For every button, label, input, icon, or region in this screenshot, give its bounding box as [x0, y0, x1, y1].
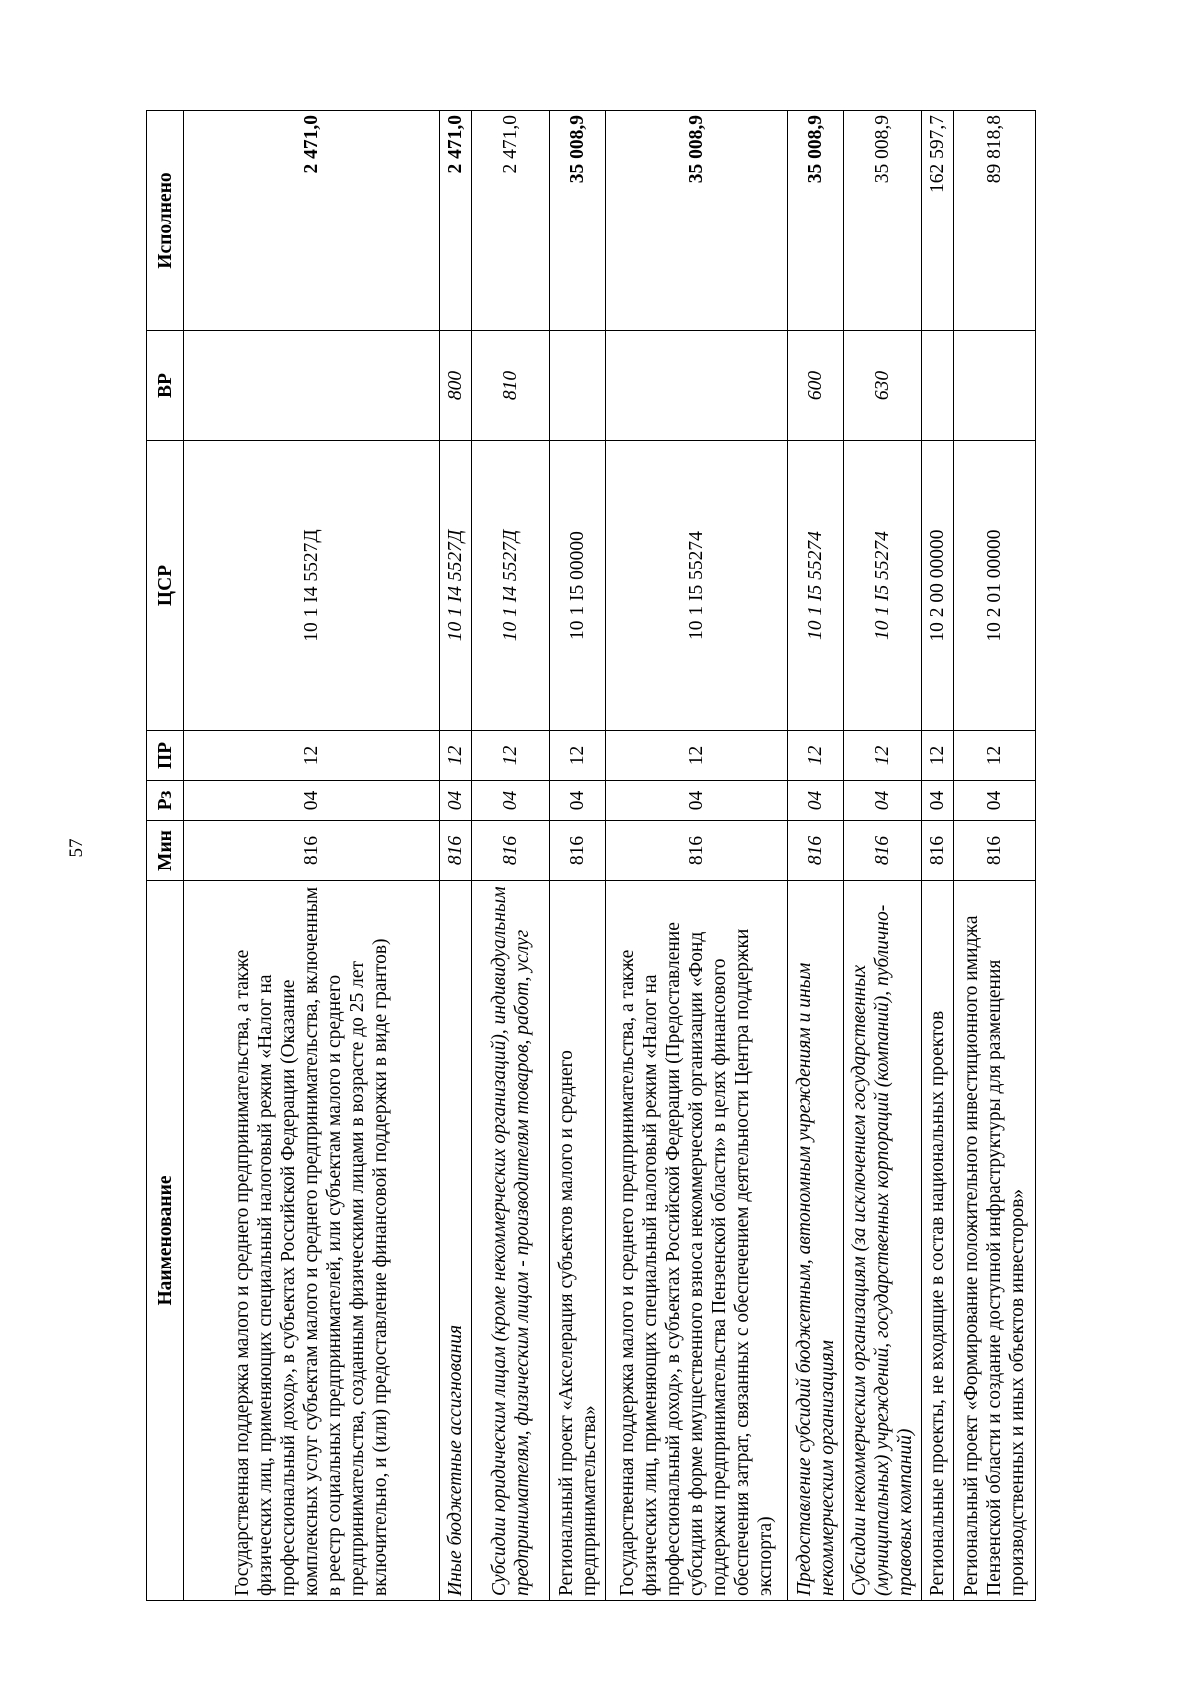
header-pr: ПР [147, 731, 184, 781]
header-rz: Рз [147, 781, 184, 821]
rotated-table-area [146, 111, 1060, 1601]
cell-csr: 10 2 01 00000 [954, 441, 1036, 731]
cell-pr: 12 [788, 731, 844, 781]
cell-rz: 04 [606, 781, 788, 821]
cell-vr: 810 [472, 331, 550, 441]
cell-csr: 10 1 I5 00000 [550, 441, 606, 731]
cell-rz: 04 [922, 781, 954, 821]
table-row [606, 111, 788, 1601]
table-row [472, 111, 550, 1601]
cell-min: 816 [606, 821, 788, 881]
cell-done: 162 597,7 [922, 111, 954, 331]
header-min: Мин [147, 821, 184, 881]
page-number: 57 [66, 838, 87, 858]
cell-name: Государственная поддержка малого и среднего предпринимательства, а также физических лиц, применяющих специальный налоговый режим «Налог на профессиональный доход», в субъектах Российской Федерации (Оказание комплексных услуг субъектам малого и среднего предпринимательства, включенным в реестр социальных предпринимателей, или субъектам малого и среднего предпринимательства, созданным физическими лицами в возрасте до 25 лет включительно, и (или) предоставление финансовой поддержки в виде грантов) [184, 881, 440, 1601]
cell-name: Региональный проект «Формирование положительного инвестиционного имиджа Пензенской области и создание доступной инфраструктуры для размещения производственных и иных объектов инвесторов» [954, 881, 1036, 1601]
cell-csr: 10 1 I4 5527Д [184, 441, 440, 731]
cell-rz: 04 [844, 781, 922, 821]
table-row [844, 111, 922, 1601]
cell-vr [184, 331, 440, 441]
cell-pr: 12 [184, 731, 440, 781]
cell-done: 35 008,9 [606, 111, 788, 331]
header-csr: ЦСР [147, 441, 184, 731]
cell-done: 89 818,8 [954, 111, 1036, 331]
cell-pr: 12 [472, 731, 550, 781]
cell-vr: 600 [788, 331, 844, 441]
table-row [788, 111, 844, 1601]
cell-min: 816 [844, 821, 922, 881]
cell-vr: 800 [440, 331, 472, 441]
cell-name: Государственная поддержка малого и среднего предпринимательства, а также физических лиц, применяющих специальный налоговый режим «Налог на профессиональный доход», в субъектах Российской Федерации (Предоставление субсидии в форме имущественного взноса некоммерческой организации «Фонд поддержки предпринимательства Пензенской области» в целях финансового обеспечения затрат, связанных с обеспечением деятельности Центра поддержки экспорта) [606, 881, 788, 1601]
cell-vr [954, 331, 1036, 441]
cell-vr [550, 331, 606, 441]
header-vr: ВР [147, 331, 184, 441]
cell-pr: 12 [606, 731, 788, 781]
cell-rz: 04 [440, 781, 472, 821]
table-row [184, 111, 440, 1601]
table-body [184, 111, 1036, 1601]
cell-done: 35 008,9 [550, 111, 606, 331]
cell-name: Иные бюджетные ассигнования [440, 881, 472, 1601]
cell-csr: 10 1 I5 55274 [606, 441, 788, 731]
table-row [440, 111, 472, 1601]
budget-table [146, 110, 1036, 1601]
cell-min: 816 [954, 821, 1036, 881]
header-done: Исполнено [147, 111, 184, 331]
cell-csr: 10 1 I4 5527Д [440, 441, 472, 731]
table-header-row [147, 111, 184, 1601]
cell-min: 816 [184, 821, 440, 881]
cell-csr: 10 2 00 00000 [922, 441, 954, 731]
rotated-content [146, 111, 1060, 1601]
cell-csr: 10 1 I5 55274 [844, 441, 922, 731]
cell-name: Субсидии юридическим лицам (кроме некоммерческих организаций), индивидуальным предпринимателям, физическим лицам - производителям товаров, работ, услуг [472, 881, 550, 1601]
cell-csr: 10 1 I4 5527Д [472, 441, 550, 731]
cell-vr: 630 [844, 331, 922, 441]
cell-min: 816 [440, 821, 472, 881]
cell-vr [922, 331, 954, 441]
cell-rz: 04 [184, 781, 440, 821]
cell-csr: 10 1 I5 55274 [788, 441, 844, 731]
cell-pr: 12 [550, 731, 606, 781]
table-row [954, 111, 1036, 1601]
cell-rz: 04 [472, 781, 550, 821]
cell-vr [606, 331, 788, 441]
cell-pr: 12 [922, 731, 954, 781]
cell-rz: 04 [550, 781, 606, 821]
cell-name: Региональные проекты, не входящие в состав национальных проектов [922, 881, 954, 1601]
cell-name: Региональный проект «Акселерация субъектов малого и среднего предпринимательства» [550, 881, 606, 1601]
cell-name: Предоставление субсидий бюджетным, автономным учреждениям и иным некоммерческим организациям [788, 881, 844, 1601]
cell-done: 35 008,9 [844, 111, 922, 331]
cell-rz: 04 [954, 781, 1036, 821]
cell-min: 816 [472, 821, 550, 881]
cell-pr: 12 [954, 731, 1036, 781]
cell-done: 35 008,9 [788, 111, 844, 331]
cell-min: 816 [788, 821, 844, 881]
cell-rz: 04 [788, 781, 844, 821]
cell-done: 2 471,0 [184, 111, 440, 331]
cell-min: 816 [550, 821, 606, 881]
cell-name: Субсидии некоммерческим организациям (за исключением государственных (муниципальных) учреждений, государственных корпораций (компаний), публично-правовых компаний) [844, 881, 922, 1601]
cell-pr: 12 [440, 731, 472, 781]
header-name: Наименование [147, 881, 184, 1601]
cell-done: 2 471,0 [472, 111, 550, 331]
table-row [550, 111, 606, 1601]
cell-pr: 12 [844, 731, 922, 781]
cell-done: 2 471,0 [440, 111, 472, 331]
table-row [922, 111, 954, 1601]
cell-min: 816 [922, 821, 954, 881]
